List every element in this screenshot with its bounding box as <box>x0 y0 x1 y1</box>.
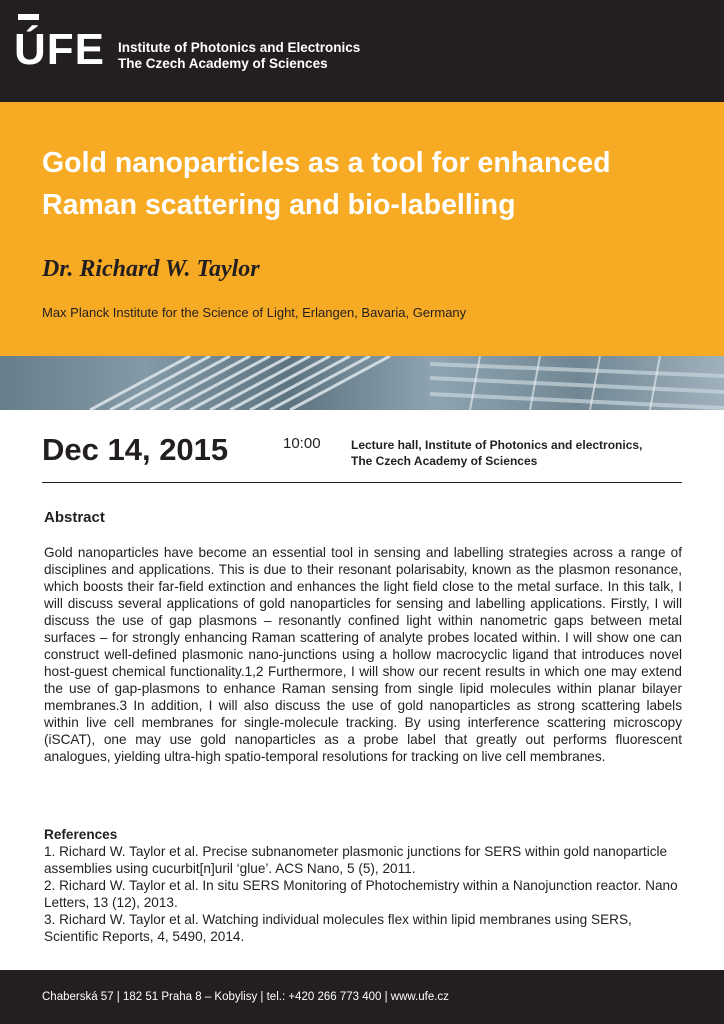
banner-photo <box>0 356 724 410</box>
abstract-heading: Abstract <box>44 509 105 526</box>
reference-item: 2. Richard W. Taylor et al. In situ SERS Monitoring of Photochemistry within a Nanojunction reactor. Nano Letters, 13 (12), 2013. <box>44 878 678 910</box>
institute-line1: Institute of Photonics and Electronics <box>118 40 361 55</box>
divider <box>42 482 682 483</box>
reference-item: 3. Richard W. Taylor et al. Watching individual molecules flex within lipid membranes using SERS, Scientific Reports, 4, 5490, 2014. <box>44 912 632 944</box>
abstract-text: Gold nanoparticles have become an essential tool in sensing and labelling strategies across a range of disciplines and applications. This is due to their resonant polarisabity, known as the plasmon resonance, which boosts their far-field extinction and enhances the light field close to the metal surface. In this talk, I will discuss several applications of gold nanoparticles for sensing and labelling applications. Firstly, I will discuss the use of gap plasmons – resonantly confined light within nanometric gaps between metal surfaces – for strongly enhancing Raman scattering of analyte probes located within. I will show one can construct well-defined plasmonic nano-junctions using a hollow macrocyclic ligand that introduces novel host-guest chemical functionality.1,2 Furthermore, I will show our recent results in which one may extend the use of gap-plasmons to enhance Raman sensing from single lipid molecules within planar bilayer membranes.3 In addition, I will also discuss the use of gold nanoparticles as strong scattering labels within live cell membranes for single-molecule tracking. By using interference scattering microscopy (iSCAT), one may use gold nanoparticles as a probe label that greatly out performs fluorescent analogues, yielding ultra-high spatio-temporal resolutions for tracking on live cell membranes. <box>44 545 682 764</box>
talk-title: Gold nanoparticles as a tool for enhanced Raman scattering and bio-labelling <box>42 147 611 221</box>
footer-contact: Chaberská 57 | 182 51 Praha 8 – Kobylisy | tel.: +420 266 773 400 | www.ufe.cz <box>42 991 449 1003</box>
banner-photo-graphic <box>0 356 724 410</box>
venue-line2: The Czech Academy of Sciences <box>351 454 538 468</box>
header-band <box>0 0 724 102</box>
event-venue <box>351 437 711 469</box>
references <box>44 826 684 945</box>
reference-item: 1. Richard W. Taylor et al. Precise subnanometer plasmonic junctions for SERS within gold nanoparticle assemblies using cucurbit[n]uril ‘glue’. ACS Nano, 5 (5), 2011. <box>44 844 668 876</box>
venue-line1: Lecture hall, Institute of Photonics and electronics, <box>351 438 643 452</box>
event-time: 10:00 <box>283 435 321 452</box>
institute-name <box>118 40 360 72</box>
event-date: Dec 14, 2015 <box>42 432 229 467</box>
references-heading: References <box>44 827 118 842</box>
institute-logo: ÚFE <box>14 25 105 74</box>
speaker-name: Dr. Richard W. Taylor <box>42 256 260 282</box>
speaker-affiliation: Max Planck Institute for the Science of Light, Erlangen, Bavaria, Germany <box>42 305 467 320</box>
logo-accent-bar <box>18 14 39 20</box>
institute-line2: The Czech Academy of Sciences <box>118 56 328 71</box>
